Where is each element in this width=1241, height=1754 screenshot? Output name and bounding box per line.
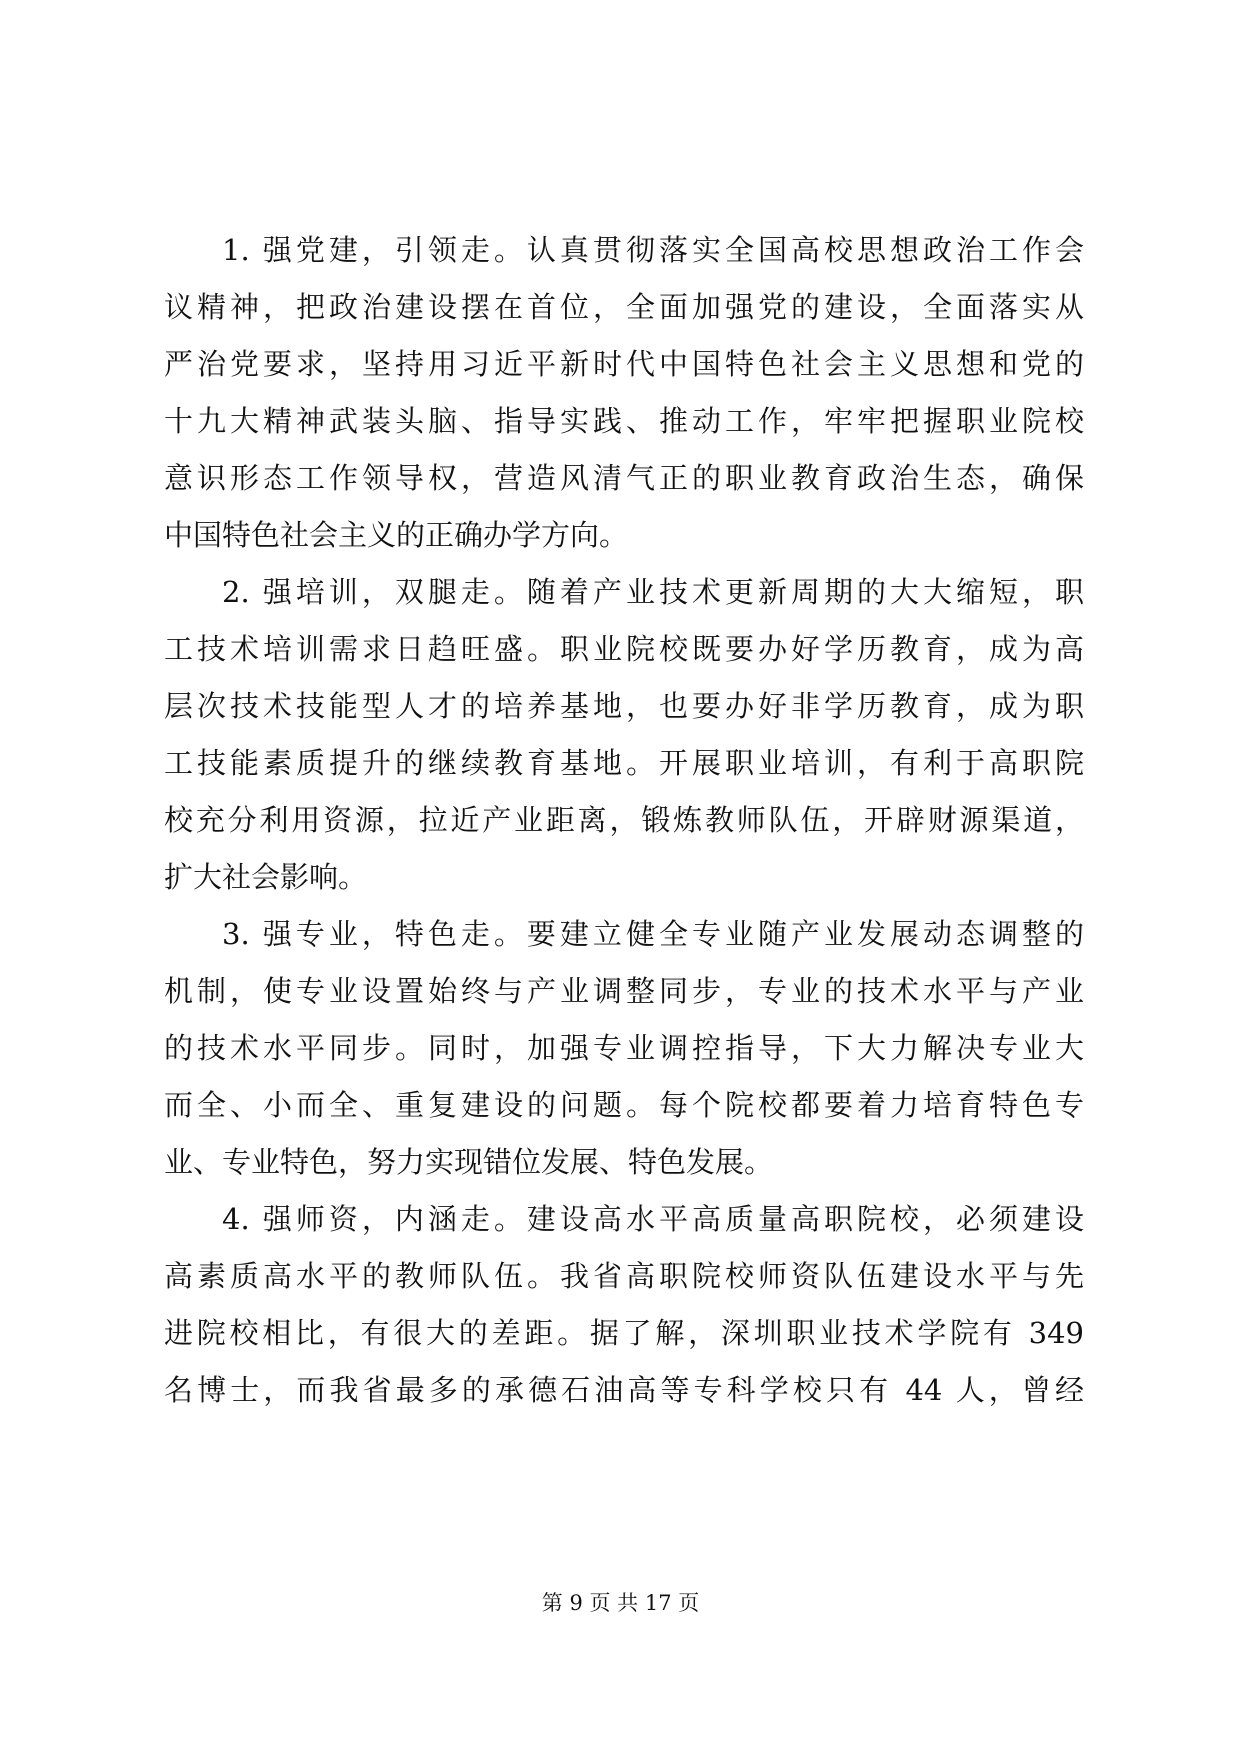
paragraph-3-line-1: 3. 强专业，特色走。要建立健全专业随产业发展动态调整的 (222, 917, 1084, 951)
paragraph-2-line-5: 校充分利用资源，拉近产业距离，锻炼教师队伍，开辟财源渠道， (164, 803, 1084, 837)
paragraph-3-line-2: 机制，使专业设置始终与产业调整同步，专业的技术水平与产业 (164, 974, 1084, 1008)
paragraph-1-line-1: 1. 强党建，引领走。认真贯彻落实全国高校思想政治工作会 (222, 233, 1084, 267)
paragraph-4-line-4: 名博士，而我省最多的承德石油高等专科学校只有 44 人，曾经 (164, 1373, 1084, 1407)
paragraph-1-line-6: 中国特色社会主义的正确办学方向。 (164, 518, 629, 552)
paragraph-2-line-2: 工技术培训需求日趋旺盛。职业院校既要办好学历教育，成为高 (164, 632, 1084, 666)
paragraph-3-line-5: 业、专业特色，努力实现错位发展、特色发展。 (164, 1145, 774, 1179)
page-number-footer: 第 9 页 共 17 页 (541, 1591, 700, 1615)
paragraph-3-line-3: 的技术水平同步。同时，加强专业调控指导，下大力解决专业大 (164, 1031, 1084, 1065)
paragraph-2-line-3: 层次技术技能型人才的培养基地，也要办好非学历教育，成为职 (164, 689, 1084, 723)
paragraph-4-line-3: 进院校相比，有很大的差距。据了解，深圳职业技术学院有 349 (164, 1316, 1084, 1350)
paragraph-1-line-2: 议精神，把政治建设摆在首位，全面加强党的建设，全面落实从 (164, 290, 1084, 324)
paragraph-3-line-4: 而全、小而全、重复建设的问题。每个院校都要着力培育特色专 (164, 1088, 1084, 1122)
paragraph-2-line-4: 工技能素质提升的继续教育基地。开展职业培训，有利于高职院 (164, 746, 1084, 780)
paragraph-4-line-2: 高素质高水平的教师队伍。我省高职院校师资队伍建设水平与先 (164, 1259, 1084, 1293)
paragraph-4-line-1: 4. 强师资，内涵走。建设高水平高质量高职院校，必须建设 (222, 1202, 1084, 1236)
paragraph-2-line-1: 2. 强培训，双腿走。随着产业技术更新周期的大大缩短，职 (222, 575, 1084, 609)
paragraph-2-line-6: 扩大社会影响。 (164, 860, 368, 894)
paragraph-1-line-4: 十九大精神武装头脑、指导实践、推动工作，牢牢把握职业院校 (164, 404, 1084, 438)
paragraph-1-line-5: 意识形态工作领导权，营造风清气正的职业教育政治生态，确保 (164, 461, 1084, 495)
paragraph-1-line-3: 严治党要求，坚持用习近平新时代中国特色社会主义思想和党的 (164, 347, 1084, 381)
